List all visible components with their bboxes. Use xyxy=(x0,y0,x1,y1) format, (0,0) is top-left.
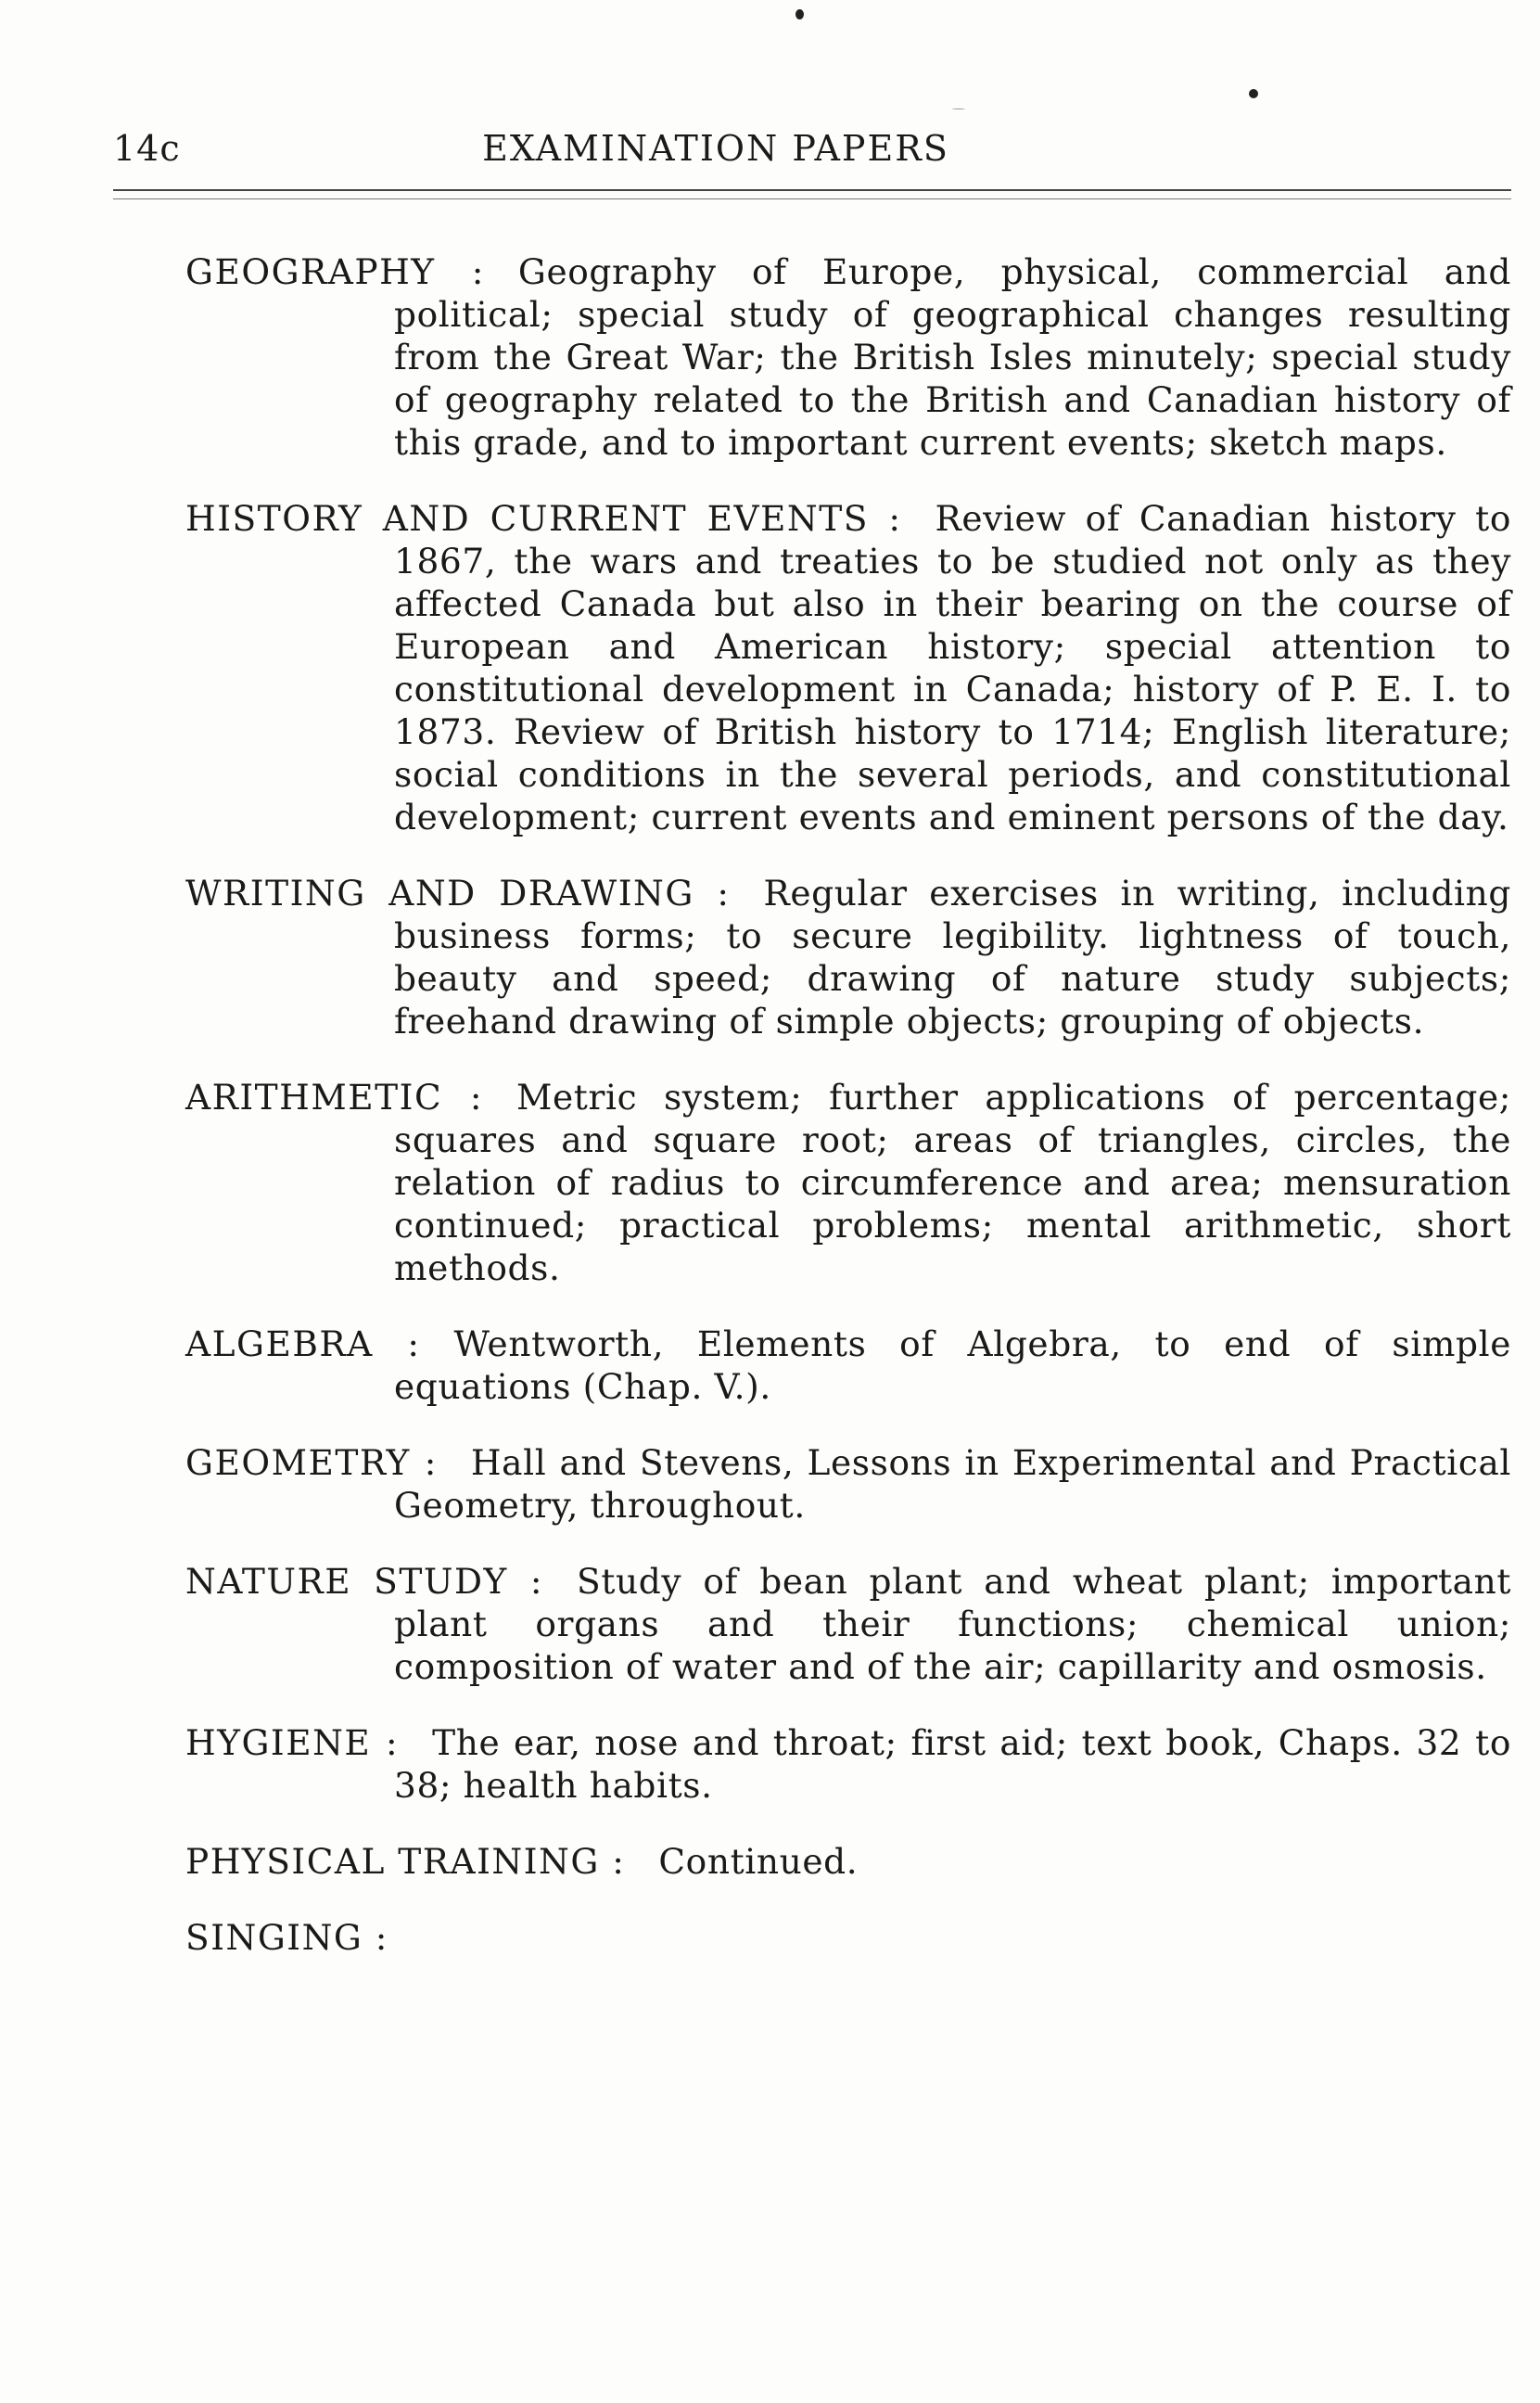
page-header xyxy=(113,128,1430,174)
subject-text: The ear, nose and throat; first aid; text book, Chaps. 32 to 38; health habits. xyxy=(394,1722,1511,1806)
subject-text: Review of Canadian history to 1867, the wars and treaties to be studied not only as they affected Canada but also in their bearing on the course of European and American history; special attention to constitutional development in Canada; history of P. E. I. to 1873. Review of British history to 1714; English literature; social conditions in the several periods, and constitutional development; current events and eminent persons of the day. xyxy=(394,498,1511,837)
subject-text: Geography of Europe, physical, commercial and political; special study of geographical changes resulting from the Great War; the British Isles minutely; special study of geography related to the British and Canadian history of this grade, and to important current events; sketch maps. xyxy=(394,251,1512,463)
section-geometry xyxy=(185,1441,1511,1527)
subject-heading: NATURE STUDY : xyxy=(185,1561,544,1602)
subject-text: Continued. xyxy=(658,1841,859,1882)
section-arithmetic xyxy=(185,1076,1511,1289)
section-writing-drawing xyxy=(185,872,1511,1042)
subject-text: Wentworth, Elements of Algebra, to end of simple equations (Chap. V.). xyxy=(394,1323,1511,1407)
ink-speck xyxy=(1249,89,1258,98)
subject-heading: WRITING AND DRAWING : xyxy=(185,873,731,914)
subject-heading: ARITHMETIC : xyxy=(185,1077,483,1118)
section-nature-study xyxy=(185,1560,1511,1688)
subject-heading: GEOGRAPHY : xyxy=(185,251,485,292)
subject-heading: ALGEBRA : xyxy=(185,1323,421,1364)
subject-heading: SINGING : xyxy=(185,1917,388,1958)
section-algebra xyxy=(185,1323,1511,1408)
subject-heading: HISTORY AND CURRENT EVENTS : xyxy=(185,498,902,539)
page-number: 14c xyxy=(113,128,181,169)
subject-text: Metric system; further applications of percentage; squares and square root; areas of triangles, circles, the relation of radius to circumference and area; mensuration continued; practical problems; mental arithmetic, short methods. xyxy=(394,1077,1511,1288)
section-physical-training xyxy=(185,1840,1511,1883)
subject-text: Regular exercises in writing, including business forms; to secure legibility. lightness of touch, beauty and speed; drawing of nature study subjects; freehand drawing of simple objects; grouping of objects. xyxy=(394,873,1512,1042)
subject-heading: PHYSICAL TRAINING : xyxy=(185,1841,626,1882)
subject-text: Hall and Stevens, Lessons in Experimental and Practical Geometry, throughout. xyxy=(394,1442,1511,1526)
running-title: EXAMINATION PAPERS xyxy=(482,128,949,169)
subject-text: Study of bean plant and wheat plant; important plant organs and their functions; chemical union; composition of water and of the air; capillarity and osmosis. xyxy=(394,1561,1512,1687)
section-hygiene xyxy=(185,1721,1511,1807)
section-singing xyxy=(185,1916,1511,1959)
header-rule xyxy=(113,189,1511,191)
ink-speck xyxy=(795,9,804,19)
section-geography xyxy=(185,250,1511,464)
subject-heading: GEOMETRY : xyxy=(185,1442,438,1483)
syllabus-sections xyxy=(185,250,1511,1992)
section-history xyxy=(185,497,1511,838)
subject-heading: HYGIENE : xyxy=(185,1722,400,1763)
header-rule-thin xyxy=(113,198,1511,199)
